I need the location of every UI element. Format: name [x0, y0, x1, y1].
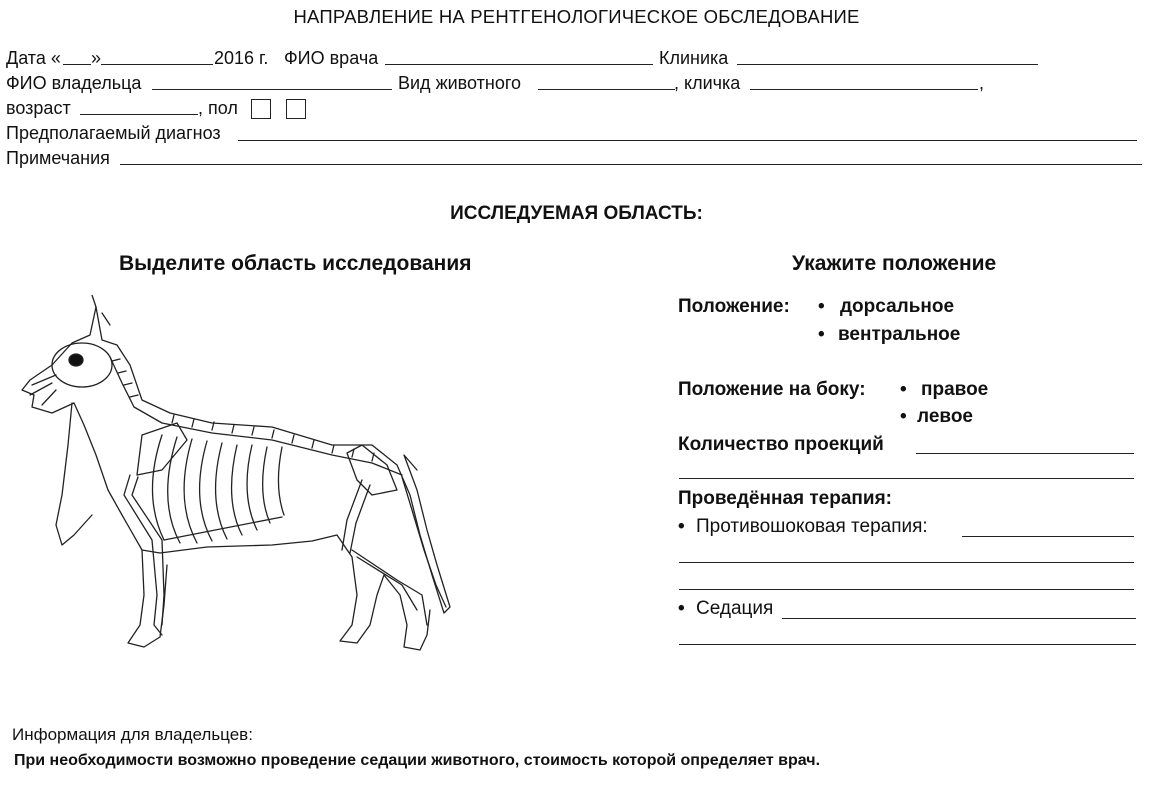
- footer-note: При необходимости возможно проведение седации животного, стоимость которой определяет врач.: [14, 752, 821, 769]
- bullet: •: [678, 598, 685, 619]
- antishock-label: Противошоковая терапия:: [696, 516, 928, 537]
- bullet: •: [900, 379, 907, 400]
- footer-info-label: Информация для владельцев:: [12, 725, 253, 744]
- clinic-field[interactable]: [737, 64, 1038, 65]
- scapula: [137, 423, 187, 475]
- sex-label: , пол: [198, 98, 238, 118]
- region-heading: ИССЛЕДУЕМАЯ ОБЛАСТЬ:: [450, 203, 703, 224]
- sex-checkbox-female[interactable]: [286, 99, 306, 119]
- side-option-left[interactable]: левое: [917, 406, 973, 427]
- side-position-label: Положение на боку:: [678, 379, 866, 400]
- projections-label: Количество проекций: [678, 434, 884, 455]
- age-field[interactable]: [80, 114, 198, 115]
- skull: [52, 343, 112, 387]
- ribcage: [152, 435, 284, 543]
- pelvis: [347, 445, 397, 495]
- age-label: возраст: [6, 98, 71, 118]
- projections-field[interactable]: [916, 453, 1134, 454]
- bullet: •: [678, 516, 685, 537]
- hindleg-bones: [342, 480, 427, 625]
- owner-name-field[interactable]: [152, 89, 392, 90]
- sedation-field-line2[interactable]: [679, 644, 1136, 645]
- antishock-field[interactable]: [962, 536, 1134, 537]
- comma: ,: [979, 73, 985, 93]
- bullet: •: [818, 324, 825, 345]
- doctor-label: ФИО врача: [284, 48, 379, 68]
- clinic-label: Клиника: [659, 48, 729, 68]
- dog-skeleton-illustration[interactable]: [12, 295, 462, 665]
- species-field[interactable]: [538, 89, 675, 90]
- sedation-label: Седация: [696, 598, 774, 619]
- left-heading: Выделите область исследования: [119, 252, 472, 275]
- sedation-field[interactable]: [782, 618, 1136, 619]
- position-option-ventral[interactable]: вентральное: [838, 324, 961, 345]
- antishock-field-line2[interactable]: [679, 562, 1134, 563]
- date-close-quote: »: [91, 48, 102, 68]
- bullet: •: [900, 406, 907, 427]
- diagnosis-label: Предполагаемый диагноз: [6, 123, 221, 143]
- species-label: Вид животного: [398, 73, 522, 93]
- side-option-right[interactable]: правое: [921, 379, 989, 400]
- date-day-field[interactable]: [63, 64, 91, 65]
- sex-checkbox-male[interactable]: [251, 99, 271, 119]
- nickname-label: , кличка: [674, 73, 741, 93]
- spine: [110, 357, 402, 475]
- body-outline: [96, 307, 450, 613]
- date-label: Дата «: [6, 48, 61, 68]
- notes-field[interactable]: [120, 164, 1142, 165]
- nickname-field[interactable]: [750, 89, 978, 90]
- position-option-dorsal[interactable]: дорсальное: [840, 296, 955, 317]
- antishock-field-line3[interactable]: [679, 589, 1134, 590]
- bullet: •: [818, 296, 825, 317]
- foreleg-bones: [124, 475, 164, 635]
- doctor-name-field[interactable]: [385, 64, 653, 65]
- year-label: 2016 г.: [214, 48, 269, 68]
- owner-label: ФИО владельца: [6, 73, 142, 93]
- diagnosis-field[interactable]: [238, 140, 1137, 141]
- document-title: НАПРАВЛЕНИЕ НА РЕНТГЕНОЛОГИЧЕСКОЕ ОБСЛЕДОВАНИЕ: [293, 6, 860, 27]
- right-heading: Укажите положение: [792, 252, 997, 275]
- therapy-label: Проведённая терапия:: [678, 488, 892, 509]
- notes-label: Примечания: [6, 148, 110, 168]
- date-month-field[interactable]: [101, 64, 213, 65]
- projections-field-line2[interactable]: [679, 478, 1134, 479]
- position-label: Положение:: [678, 296, 790, 317]
